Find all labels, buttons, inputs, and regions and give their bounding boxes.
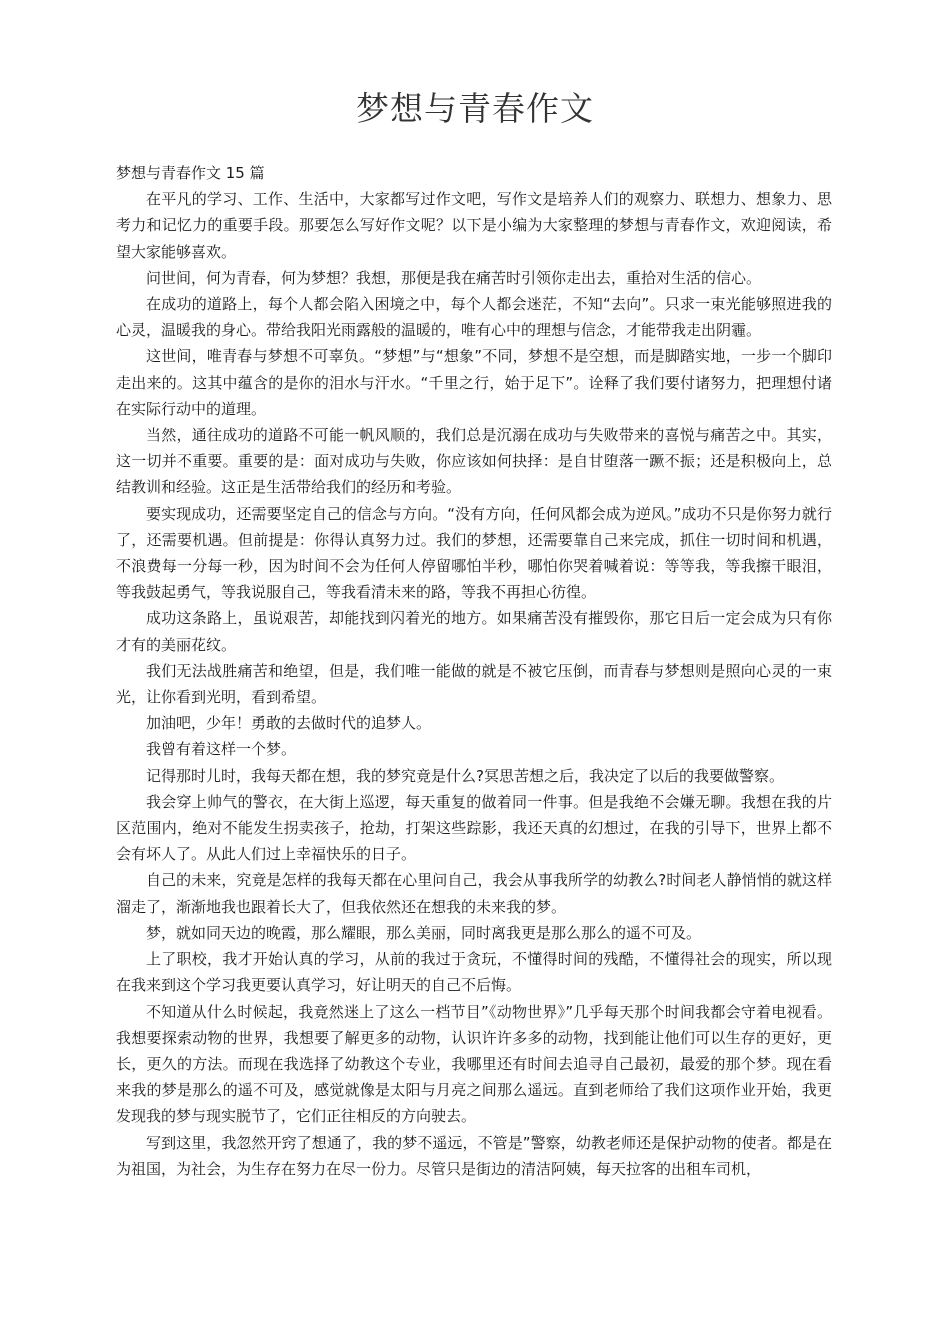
- paragraph: 在平凡的学习、工作、生活中，大家都写过作文吧，写作文是培养人们的观察力、联想力、想象力、思考力和记忆力的重要手段。那要怎么写好作文呢？以下是小编为大家整理的梦想与青春作文，欢迎阅读，希望大家能够喜欢。: [116, 190, 832, 261]
- paragraph: 成功这条路上，虽说艰苦，却能找到闪着光的地方。如果痛苦没有摧毁你，那它日后一定会成为只有你才有的美丽花纹。: [116, 609, 832, 654]
- document-subtitle: 梦想与青春作文 15 篇: [116, 164, 265, 182]
- paragraph: 当然，通往成功的道路不可能一帆风顺的，我们总是沉溺在成功与失败带来的喜悦与痛苦之中。其实，这一切并不重要。重要的是：面对成功与失败，你应该如何抉择：是自甘堕落一蹶不振；还是积极向上，总结教训和经验。这正是生活带给我们的经历和考验。: [116, 426, 832, 497]
- paragraph: 上了职校，我才开始认真的学习，从前的我过于贪玩，不懂得时间的残酷，不懂得社会的现实，所以现在我来到这个学习我更要认真学习，好让明天的自己不后悔。: [116, 950, 832, 995]
- paragraph: 问世间，何为青春，何为梦想？我想，那便是我在痛苦时引领你走出去，重拾对生活的信心。: [146, 268, 762, 287]
- paragraph: 这世间，唯青春与梦想不可辜负。“梦想”与“想象”不同，梦想不是空想，而是脚踏实地，一步一个脚印走出来的。这其中蕴含的是你的泪水与汗水。“千里之行，始于足下”。诠释了我们要付诸努力，把理想付诸在实际行动中的道理。: [116, 347, 832, 418]
- paragraph: 自己的未来，究竟是怎样的我每天都在心里问自己，我会从事我所学的幼教么?时间老人静悄悄的就这样溜走了，渐渐地我也跟着长大了，但我依然还在想我的未来我的梦。: [116, 871, 832, 916]
- paragraph: 我们无法战胜痛苦和绝望，但是，我们唯一能做的就是不被它压倒，而青春与梦想则是照向心灵的一束光，让你看到光明，看到希望。: [116, 661, 832, 707]
- paragraph: 梦，就如同天边的晚霞，那么耀眼，那么美丽，同时离我更是那么那么的遥不可及。: [146, 923, 702, 942]
- paragraph: 不知道从什么时候起，我竟然迷上了这么一档节目”《动物世界》”几乎每天那个时间我都会守着电视看。我想要探索动物的世界，我想要了解更多的动物，认识许许多多的动物，找到能让他们可以生存的更好，更长，更久的方法。而现在我选择了幼教这个专业，我哪里还有时间去追寻自己最初，最爱的那个梦。现在看来我的梦是那么的遥不可及，感觉就像是太阳与月亮之间那么遥远。直到老师给了我们这项作业开始，我更发现我的梦与现实脱节了，它们正往相反的方向驶去。: [116, 1002, 832, 1126]
- document-body: [116, 160, 832, 1182]
- paragraph: 我曾有着这样一个梦。: [146, 740, 297, 759]
- document-title: 梦想与青春作文: [356, 89, 594, 128]
- paragraph: 记得那时儿时，我每天都在想，我的梦究竟是什么?冥思苦想之后，我决定了以后的我要做警察。: [146, 766, 784, 785]
- paragraph: 加油吧，少年！勇敢的去做时代的追梦人。: [146, 714, 432, 733]
- paragraph: 在成功的道路上，每个人都会陷入困境之中，每个人都会迷茫，不知“去向”。只求一束光能够照进我的心灵，温暖我的身心。带给我阳光雨露般的温暖的，唯有心中的理想与信念，才能带我走出阴霾。: [116, 295, 832, 340]
- paragraph: 我会穿上帅气的警衣，在大街上巡逻，每天重复的做着同一件事。但是我绝不会嫌无聊。我想在我的片区范围内，绝对不能发生拐卖孩子，抢劫，打架这些踪影，我还天真的幻想过，在我的引导下，世界上都不会有坏人了。从此人们过上幸福快乐的日子。: [116, 792, 832, 864]
- paragraph: 写到这里，我忽然开窍了想通了，我的梦不遥远，不管是”警察，幼教老师还是保护动物的使者。都是在为祖国，为社会，为生存在努力在尽一份力。尽管只是街边的清洁阿姨，每天拉客的出租车司机，: [116, 1133, 832, 1178]
- paragraph: 要实现成功，还需要坚定自己的信念与方向。“没有方向，任何风都会成为逆风。”成功不只是你努力就行了，还需要机遇。但前提是：你得认真努力过。我们的梦想，还需要靠自己来完成，抓住一切时间和机遇，不浪费每一分每一秒，因为时间不会为任何人停留哪怕半秒，哪怕你哭着喊着说：等等我，等我擦干眼泪，等我鼓起勇气，等我说服自己，等我看清未来的路，等我不再担心彷徨。: [116, 504, 832, 602]
